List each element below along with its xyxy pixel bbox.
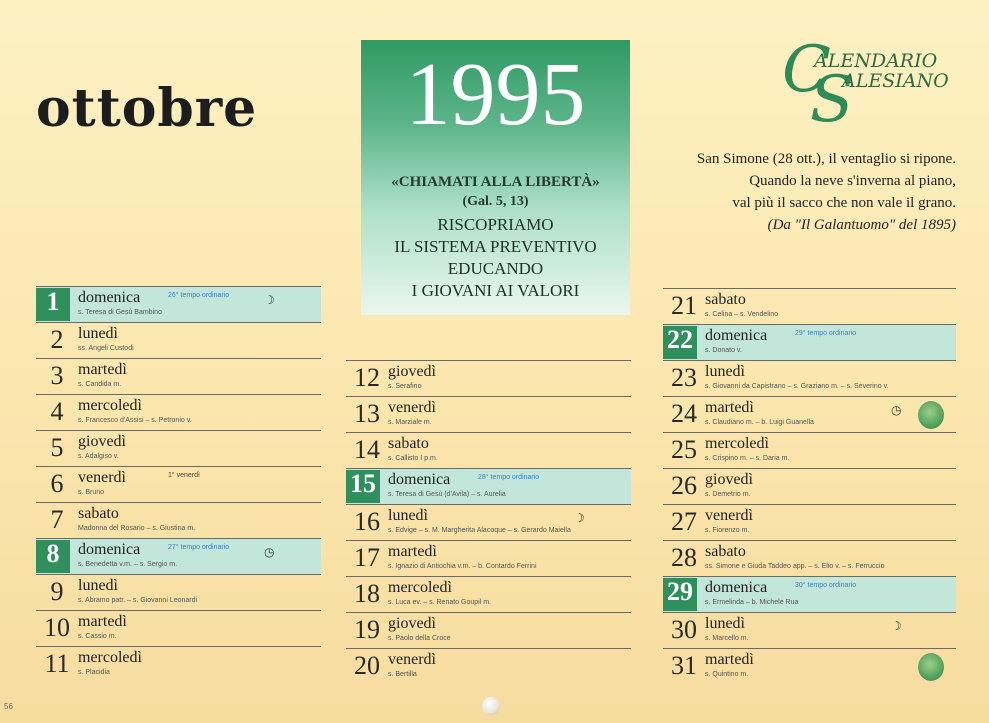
motto-reference: (Gal. 5, 13) — [462, 194, 529, 209]
moon-icon: ☽ — [264, 293, 275, 307]
day-name: martedì — [78, 361, 127, 378]
day-row-28 — [663, 540, 956, 576]
day-number: 19 — [354, 615, 380, 644]
saint-name: s. Claudiano m. – b. Luigi Guanella — [705, 419, 814, 426]
year-banner — [361, 40, 630, 315]
day-number: 4 — [50, 397, 64, 426]
day-name: sabato — [388, 435, 429, 452]
day-name: lunedì — [78, 577, 118, 594]
day-number: 26 — [671, 471, 697, 500]
saint-name: s. Bruno — [78, 489, 105, 496]
day-row-31 — [663, 648, 956, 684]
logo-word-calendario: ALENDARIO — [814, 50, 938, 72]
portrait-icon — [918, 653, 944, 681]
day-row-23 — [663, 360, 956, 396]
saint-name: s. Placidia — [78, 669, 110, 676]
saint-name: s. Donato v. — [705, 347, 742, 354]
calendar-column-2 — [346, 360, 631, 684]
day-name: giovedì — [78, 433, 126, 450]
day-name: martedì — [388, 543, 437, 560]
moon-icon: ☽ — [574, 511, 585, 525]
day-row-22 — [663, 324, 956, 360]
day-row-3 — [36, 358, 321, 394]
day-number: 8 — [36, 540, 70, 573]
saint-name: s. Adalgiso v. — [78, 453, 119, 460]
saint-name: s. Ignazio di Antiochia v.m. – b. Contardo Ferrini — [388, 563, 537, 570]
saint-name: s. Crispino m. – s. Daria m. — [705, 455, 790, 462]
day-name: venerdì — [388, 399, 436, 416]
saint-name: s. Edvige – s. M. Margherita Alacoque – s. Gerardo Maiella — [388, 527, 571, 534]
saint-name: s. Cassio m. — [78, 633, 117, 640]
saint-name: Madonna del Rosario – s. Giustina m. — [78, 525, 196, 532]
calendar-column-3 — [663, 288, 956, 684]
day-name: venerdì — [78, 469, 126, 486]
logo-word-salesiano: ALESIANO — [842, 70, 949, 92]
day-number: 14 — [354, 435, 380, 464]
day-row-4 — [36, 394, 321, 430]
day-name: domenica — [705, 327, 768, 344]
calendar-column-1 — [36, 286, 321, 682]
logo-letter-s: S — [810, 63, 854, 137]
day-row-15 — [346, 468, 631, 504]
proverb-line: Quando la neve s'inverna al piano, — [749, 173, 956, 189]
day-number: 24 — [671, 399, 697, 428]
day-name: venerdì — [388, 651, 436, 668]
day-number: 27 — [671, 507, 697, 536]
day-number: 28 — [671, 543, 697, 572]
proverb — [697, 148, 956, 236]
liturgical-note: 27° tempo ordinario — [168, 544, 230, 551]
day-name: giovedì — [705, 471, 753, 488]
year-label: 1995 — [405, 45, 586, 144]
day-row-16 — [346, 504, 631, 540]
moon-icon: ☽ — [891, 619, 902, 633]
day-row-1 — [36, 286, 321, 322]
page-number: 56 — [4, 702, 13, 711]
day-row-5 — [36, 430, 321, 466]
day-number: 6 — [50, 469, 64, 498]
liturgical-note: 30° tempo ordinario — [795, 582, 857, 589]
day-number: 7 — [50, 505, 64, 534]
motto-title: «CHIAMATI ALLA LIBERTÀ» — [391, 174, 600, 190]
saint-name: s. Marcello m. — [705, 635, 749, 642]
calendario-salesiano-logo — [782, 33, 972, 137]
motto-line: I GIOVANI AI VALORI — [411, 281, 580, 300]
day-row-26 — [663, 468, 956, 504]
saint-name: s. Quintino m. — [705, 671, 749, 678]
day-number: 31 — [671, 651, 697, 680]
saint-name: s. Candida m. — [78, 381, 122, 388]
saint-name: s. Ermelinda – b. Michele Rua — [705, 599, 799, 606]
day-name: domenica — [78, 541, 141, 558]
proverb-line: val più il sacco che non vale il grano. — [732, 195, 956, 211]
day-row-10 — [36, 610, 321, 646]
saint-name: s. Luca ev. – s. Renato Goupil m. — [388, 599, 491, 606]
day-name: sabato — [78, 505, 119, 522]
saint-name: s. Marziale m. — [388, 419, 432, 426]
proverb-source: (Da "Il Galantuomo" del 1895) — [767, 217, 956, 233]
day-number: 16 — [354, 507, 380, 536]
day-number: 3 — [50, 361, 64, 390]
day-name: sabato — [705, 291, 746, 308]
day-row-29 — [663, 576, 956, 612]
day-row-25 — [663, 432, 956, 468]
day-number: 1 — [36, 288, 70, 321]
day-number: 11 — [44, 649, 70, 678]
day-row-17 — [346, 540, 631, 576]
day-number: 21 — [671, 291, 697, 320]
day-number: 9 — [50, 577, 64, 606]
day-row-13 — [346, 396, 631, 432]
day-number: 30 — [671, 615, 697, 644]
day-number: 13 — [354, 399, 380, 428]
saint-name: s. Bertilla — [388, 671, 417, 678]
day-row-9 — [36, 574, 321, 610]
day-number: 10 — [44, 613, 70, 642]
saint-name: s. Teresa di Gesù Bambino — [78, 309, 162, 316]
month-title: ottobre — [36, 78, 258, 139]
day-number: 20 — [354, 651, 380, 680]
day-number: 5 — [50, 433, 64, 462]
day-number: 2 — [50, 325, 64, 354]
saint-name: s. Francesco d'Assisi – s. Petronio v. — [78, 417, 192, 424]
day-row-11 — [36, 646, 321, 682]
day-name: martedì — [705, 651, 754, 668]
day-name: giovedì — [388, 615, 436, 632]
day-number: 18 — [354, 579, 380, 608]
saint-name: ss. Angeli Custodi — [78, 345, 134, 352]
saint-name: s. Celina – s. Vendelino — [705, 311, 779, 318]
day-number: 17 — [354, 543, 380, 572]
day-number: 25 — [671, 435, 697, 464]
day-name: mercoledì — [78, 397, 142, 414]
day-name: mercoledì — [705, 435, 769, 452]
day-row-8 — [36, 538, 321, 574]
motto-line: IL SISTEMA PREVENTIVO — [394, 237, 597, 256]
liturgical-note: 28° tempo ordinario — [478, 474, 540, 481]
clock-icon: ◷ — [264, 545, 275, 559]
day-row-27 — [663, 504, 956, 540]
saint-name: ss. Simone e Giuda Taddeo app. – s. Elio v. – s. Ferruccio — [705, 563, 885, 570]
day-name: mercoledì — [388, 579, 452, 596]
day-row-20 — [346, 648, 631, 684]
day-name: giovedì — [388, 363, 436, 380]
clock-icon: ◷ — [891, 403, 902, 417]
day-row-2 — [36, 322, 321, 358]
day-name: domenica — [705, 579, 768, 596]
saint-name: s. Demetrio m. — [705, 491, 751, 498]
day-name: lunedì — [705, 363, 745, 380]
saint-name: s. Paolo della Croce — [388, 635, 451, 642]
day-row-24 — [663, 396, 956, 432]
motto-line: EDUCANDO — [447, 259, 544, 278]
logo-letter-c: C — [782, 33, 831, 107]
day-name: lunedì — [78, 325, 118, 342]
day-name: domenica — [78, 289, 141, 306]
day-name: domenica — [388, 471, 451, 488]
saint-name: s. Serafino — [388, 383, 422, 390]
day-row-14 — [346, 432, 631, 468]
saint-name: s. Benedetta v.m. – s. Sergio m. — [78, 561, 178, 568]
day-name: lunedì — [705, 615, 745, 632]
saint-name: s. Giovanni da Capistrano – s. Graziano m. – s. Severino v. — [705, 383, 889, 390]
liturgical-note: 1° venerdì — [168, 472, 200, 479]
day-number: 29 — [663, 578, 697, 611]
day-row-19 — [346, 612, 631, 648]
day-row-18 — [346, 576, 631, 612]
day-number: 22 — [663, 326, 697, 359]
motto-line: RISCOPRIAMO — [437, 215, 554, 234]
motto-text — [361, 214, 630, 302]
day-row-30 — [663, 612, 956, 648]
saint-name: s. Teresa di Gesù (d'Avila) – s. Aurelia — [388, 491, 506, 498]
day-name: martedì — [78, 613, 127, 630]
day-name: venerdì — [705, 507, 753, 524]
day-name: sabato — [705, 543, 746, 560]
day-number: 15 — [346, 470, 380, 503]
day-name: martedì — [705, 399, 754, 416]
day-row-21 — [663, 288, 956, 324]
proverb-line: San Simone (28 ott.), il ventaglio si ripone. — [696, 151, 956, 167]
saint-name: s. Fiorenzo m. — [705, 527, 750, 534]
liturgical-note: 29° tempo ordinario — [795, 330, 857, 337]
day-row-12 — [346, 360, 631, 396]
portrait-icon — [918, 401, 944, 429]
hanging-hole — [482, 697, 500, 715]
day-name: mercoledì — [78, 649, 142, 666]
saint-name: s. Abramo patr. – s. Giovanni Leonardi — [78, 597, 198, 604]
day-row-7 — [36, 502, 321, 538]
saint-name: s. Callisto I p.m. — [388, 455, 438, 462]
day-name: lunedì — [388, 507, 428, 524]
day-number: 12 — [354, 363, 380, 392]
liturgical-note: 26° tempo ordinario — [168, 292, 230, 299]
day-row-6 — [36, 466, 321, 502]
day-number: 23 — [671, 363, 697, 392]
